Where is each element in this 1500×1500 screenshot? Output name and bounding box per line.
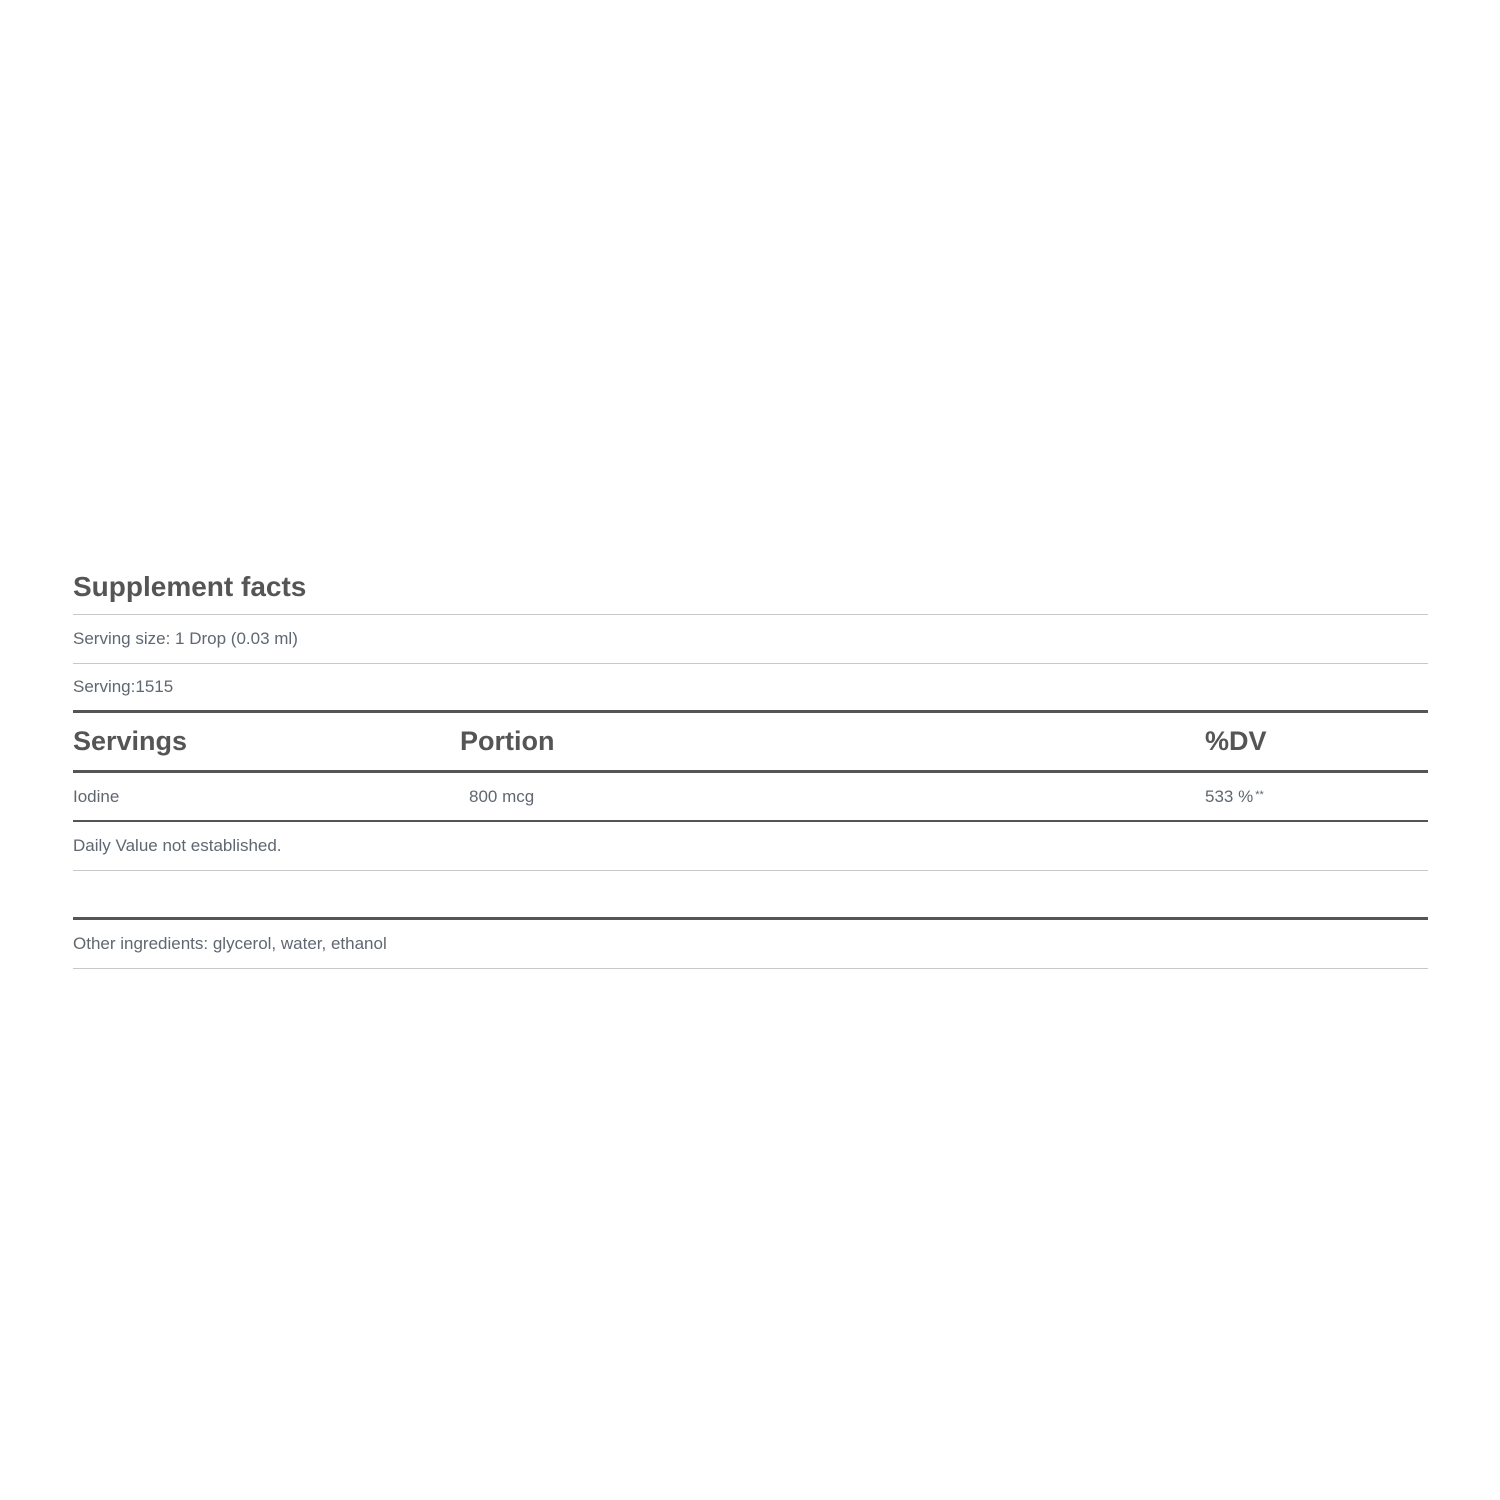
- header-portion: Portion: [460, 726, 555, 756]
- supplement-facts-title: Supplement facts: [73, 568, 1428, 615]
- facts-table-header: [73, 713, 1428, 773]
- other-ingredients-row: [73, 920, 1428, 969]
- header-dv: %DV: [1205, 726, 1267, 756]
- servings-count-text: Serving:1515: [73, 677, 174, 696]
- other-ingredients-text: Other ingredients: glycerol, water, ethanol: [73, 934, 387, 953]
- nutrient-name: Iodine: [73, 786, 120, 806]
- nutrient-portion: 800 mcg: [469, 786, 535, 806]
- nutrient-dv-value: 533 %: [1205, 786, 1254, 806]
- table-row: [73, 773, 1428, 822]
- dv-footnote-mark: **: [1255, 788, 1264, 801]
- spacer-row: [73, 871, 1428, 920]
- serving-size-text: Serving size: 1 Drop (0.03 ml): [73, 629, 298, 648]
- servings-count-row: [73, 664, 1428, 713]
- daily-value-footnote: Daily Value not established.: [73, 836, 282, 855]
- footnote-row: [73, 822, 1428, 871]
- header-servings: Servings: [73, 726, 188, 756]
- supplement-facts-panel: [73, 568, 1428, 969]
- nutrient-dv: [1205, 787, 1428, 807]
- serving-size-row: [73, 615, 1428, 664]
